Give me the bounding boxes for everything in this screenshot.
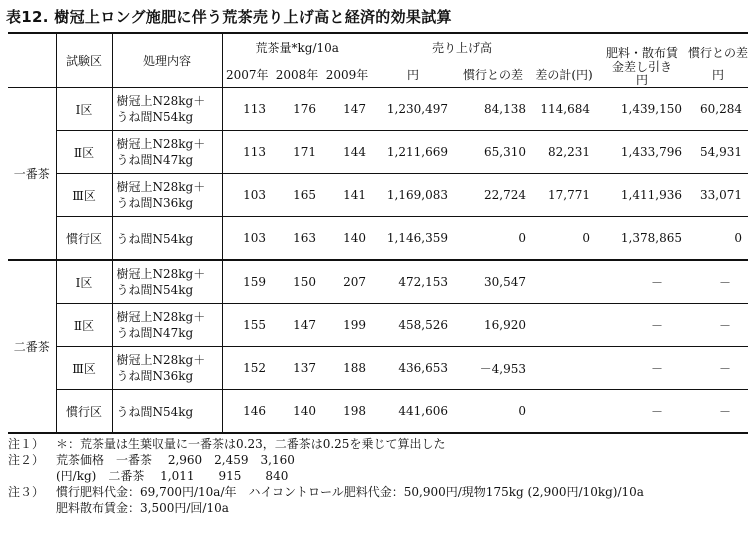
note-line: (円/kg) 二番茶 1,011 915 840 — [56, 469, 289, 483]
header-sales-group: 売り上げ高 — [372, 33, 532, 61]
note-line: 注３） 慣行肥料代金：69,700円/10a/年 ハイコントロール肥料代金：50,900円/現物175kg (2,900円/10kg)/10a — [8, 485, 644, 499]
row-yield-2007: 103 — [222, 217, 272, 261]
row-plot: Ⅲ区 — [56, 347, 112, 390]
row-sales-diff: 65,310 — [454, 131, 532, 174]
row-plot: Ⅰ区 — [56, 88, 112, 131]
header-vs-conv-unit: 円 — [688, 61, 748, 88]
row-yield-2007: 146 — [222, 390, 272, 434]
results-table — [8, 32, 748, 434]
row-vs-conv: 54,931 — [688, 131, 748, 174]
row-vs-conv: － — [688, 390, 748, 434]
table-title: 表12. 樹冠上ロング施肥に伴う荒茶売り上げ高と経済的効果試算 — [6, 8, 452, 26]
row-diff-total — [532, 304, 596, 347]
row-yield-2009: 147 — [322, 88, 372, 131]
row-plot: Ⅲ区 — [56, 174, 112, 217]
row-net: 1,378,865 — [596, 217, 688, 261]
row-diff-total — [532, 347, 596, 390]
header-year-2007: 2007年 — [222, 61, 272, 88]
row-diff-total — [532, 260, 596, 304]
row-vs-conv: － — [688, 260, 748, 304]
row-plot: Ⅱ区 — [56, 131, 112, 174]
row-treatment: 樹冠上N28kg＋ うね間N47kg — [112, 304, 222, 347]
row-plot: Ⅰ区 — [56, 260, 112, 304]
note-line: 注１） ＊：荒茶量は生葉収量に一番茶は0.23，二番茶は0.25を乗じて算出した — [8, 437, 446, 451]
row-sales-diff: 30,547 — [454, 260, 532, 304]
row-diff-total: 114,684 — [532, 88, 596, 131]
row-diff-total: 82,231 — [532, 131, 596, 174]
header-treatment: 処理内容 — [112, 33, 222, 88]
group-label-first-flush: 一番茶 — [8, 88, 56, 261]
header-fert-cost-l2: 金差し引き — [611, 60, 672, 74]
row-net: 1,411,936 — [596, 174, 688, 217]
row-sales-diff: 22,724 — [454, 174, 532, 217]
row-sales: 1,230,497 — [372, 88, 454, 131]
row-net: － — [596, 260, 688, 304]
header-yield-group: 荒茶量*kg/10a — [222, 33, 372, 61]
row-yield-2008: 140 — [272, 390, 322, 434]
row-vs-conv: 0 — [688, 217, 748, 261]
header-sales-unit: 円 — [372, 61, 454, 88]
row-treatment: 樹冠上N28kg＋ うね間N47kg — [112, 131, 222, 174]
row-yield-2009: 207 — [322, 260, 372, 304]
table-notes — [8, 436, 644, 516]
row-treatment: うね間N54kg — [112, 390, 222, 434]
row-sales-diff: 16,920 — [454, 304, 532, 347]
row-net: － — [596, 304, 688, 347]
row-diff-total: 0 — [532, 217, 596, 261]
header-plot: 試験区 — [56, 33, 112, 88]
header-year-2008: 2008年 — [272, 61, 322, 88]
row-sales-diff: 0 — [454, 390, 532, 434]
header-fert-cost-unit: 円 — [635, 73, 648, 87]
row-treatment: 樹冠上N28kg＋ うね間N54kg — [112, 260, 222, 304]
row-sales: 1,169,083 — [372, 174, 454, 217]
row-yield-2007: 113 — [222, 88, 272, 131]
row-yield-2007: 155 — [222, 304, 272, 347]
row-sales: 436,653 — [372, 347, 454, 390]
header-diff-total: 差の計(円) — [532, 61, 596, 88]
row-treatment: 樹冠上N28kg＋ うね間N54kg — [112, 88, 222, 131]
header-fert-cost-l1: 肥料・散布賃 — [596, 33, 688, 61]
row-plot: 慣行区 — [56, 217, 112, 261]
row-yield-2008: 147 — [272, 304, 322, 347]
row-yield-2008: 165 — [272, 174, 322, 217]
row-sales: 458,526 — [372, 304, 454, 347]
row-vs-conv: － — [688, 304, 748, 347]
row-yield-2008: 163 — [272, 217, 322, 261]
row-yield-2007: 152 — [222, 347, 272, 390]
row-net: － — [596, 390, 688, 434]
row-treatment: 樹冠上N28kg＋ うね間N36kg — [112, 347, 222, 390]
note-line: 肥料散布賃金：3,500円/回/10a — [56, 501, 229, 515]
row-yield-2009: 188 — [322, 347, 372, 390]
row-yield-2008: 176 — [272, 88, 322, 131]
header-vs-conv: 慣行との差 — [688, 33, 748, 61]
row-yield-2009: 199 — [322, 304, 372, 347]
row-yield-2008: 171 — [272, 131, 322, 174]
row-yield-2007: 113 — [222, 131, 272, 174]
row-sales: 1,211,669 — [372, 131, 454, 174]
row-vs-conv: － — [688, 347, 748, 390]
row-net: 1,433,796 — [596, 131, 688, 174]
row-diff-total — [532, 390, 596, 434]
row-vs-conv: 33,071 — [688, 174, 748, 217]
header-sales-diff: 慣行との差 — [454, 61, 532, 88]
note-line: 注２） 荒茶価格 一番茶 2,960 2,459 3,160 — [8, 453, 295, 467]
row-sales: 1,146,359 — [372, 217, 454, 261]
row-yield-2008: 150 — [272, 260, 322, 304]
row-diff-total: 17,771 — [532, 174, 596, 217]
row-yield-2007: 159 — [222, 260, 272, 304]
row-yield-2009: 141 — [322, 174, 372, 217]
row-yield-2007: 103 — [222, 174, 272, 217]
row-yield-2009: 144 — [322, 131, 372, 174]
row-yield-2008: 137 — [272, 347, 322, 390]
header-year-2009: 2009年 — [322, 61, 372, 88]
group-label-second-flush: 二番茶 — [8, 260, 56, 433]
row-yield-2009: 198 — [322, 390, 372, 434]
row-net: － — [596, 347, 688, 390]
row-sales: 441,606 — [372, 390, 454, 434]
row-plot: Ⅱ区 — [56, 304, 112, 347]
row-sales-diff: 84,138 — [454, 88, 532, 131]
row-sales-diff: －4,953 — [454, 347, 532, 390]
row-plot: 慣行区 — [56, 390, 112, 434]
row-sales: 472,153 — [372, 260, 454, 304]
row-sales-diff: 0 — [454, 217, 532, 261]
row-treatment: 樹冠上N28kg＋ うね間N36kg — [112, 174, 222, 217]
row-net: 1,439,150 — [596, 88, 688, 131]
row-vs-conv: 60,284 — [688, 88, 748, 131]
row-treatment: うね間N54kg — [112, 217, 222, 261]
row-yield-2009: 140 — [322, 217, 372, 261]
